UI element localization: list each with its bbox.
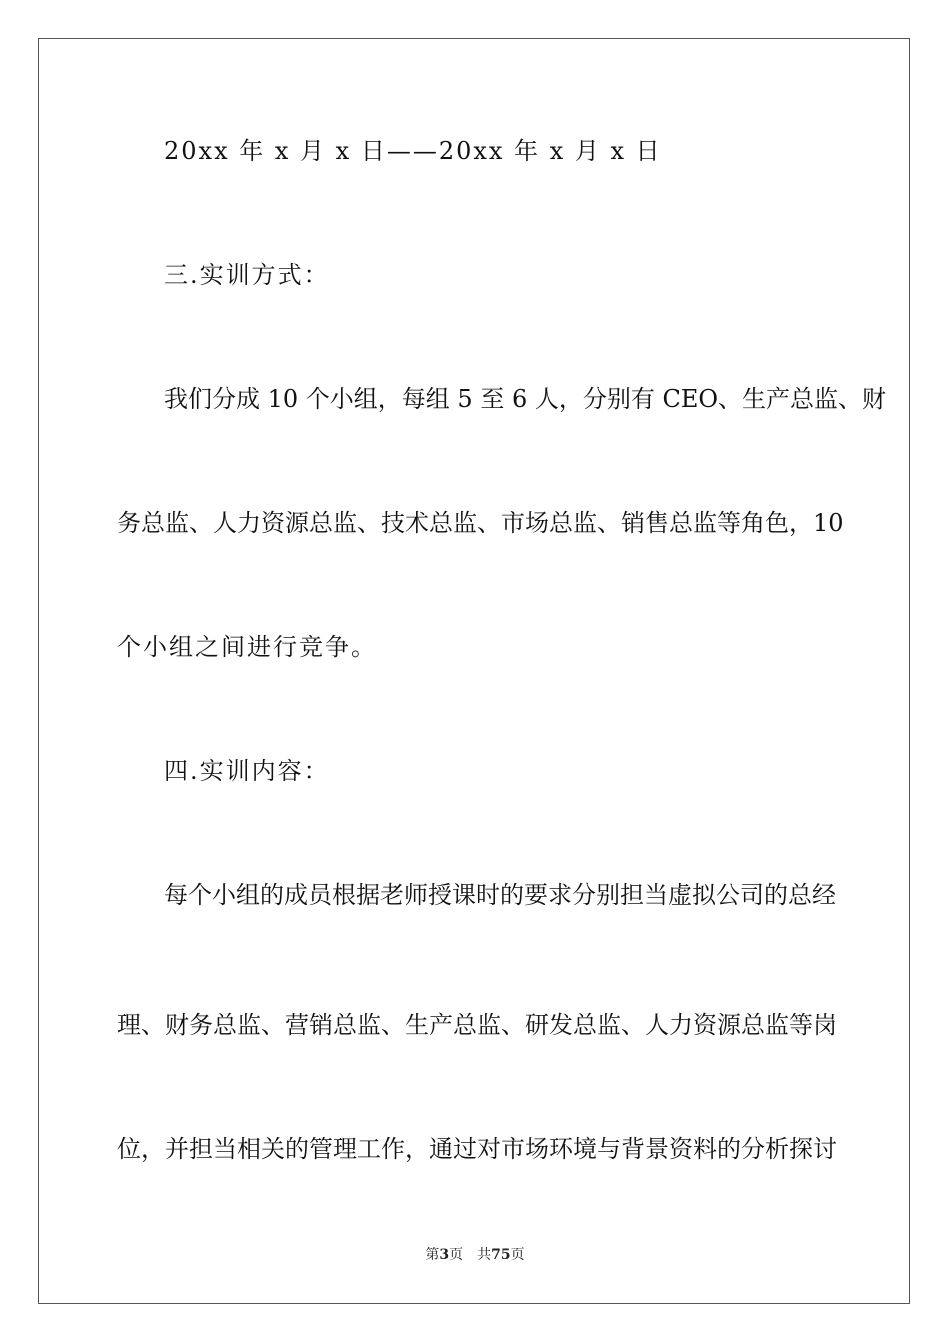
paragraph-line: 个小组之间进行竞争。 — [117, 633, 377, 661]
paragraph-line: 务总监、人力资源总监、技术总监、市场总监、销售总监等角色，10 — [117, 509, 844, 537]
paragraph-line: 理、财务总监、营销总监、生产总监、研发总监、人力资源总监等岗 — [117, 1011, 837, 1039]
page-prefix: 第 — [425, 1247, 440, 1263]
paragraph-line: 位，并担当相关的管理工作，通过对市场环境与背景资料的分析探讨 — [117, 1135, 837, 1163]
paragraph-line: 每个小组的成员根据老师授课时的要求分别担当虚拟公司的总经 — [164, 881, 836, 909]
page-current: 3 — [439, 1247, 450, 1263]
page-footer — [0, 1245, 950, 1265]
section-heading-training-content: 四.实训内容： — [164, 757, 330, 785]
page-suffix: 页 — [510, 1247, 525, 1263]
page-total: 75 — [491, 1247, 511, 1263]
paragraph-line: 我们分成 10 个小组，每组 5 至 6 人，分别有 CEO、生产总监、财 — [164, 385, 887, 413]
page-border — [38, 38, 910, 1304]
date-range-line: 20xx 年 x 月 x 日——20xx 年 x 月 x 日 — [164, 137, 662, 165]
section-heading-training-method: 三.实训方式： — [164, 261, 330, 289]
page-mid: 页 共 — [449, 1247, 492, 1263]
